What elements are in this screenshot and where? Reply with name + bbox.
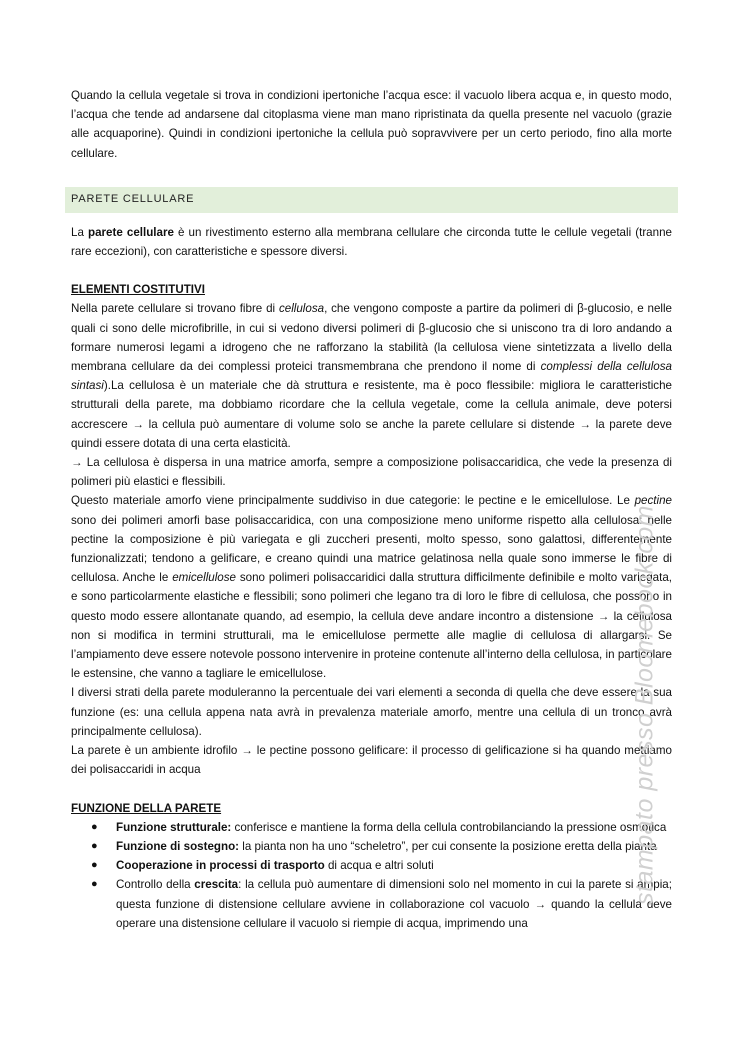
italic-term-pectine: pectine bbox=[634, 494, 672, 508]
bullet-icon: ● bbox=[91, 839, 98, 852]
text-run: sono polimeri polisaccaridici dalla struttura difficilmente definibile e molto variegata, e sono particolarmente elastiche e flessibili; sono polimeri che legano tra di loro le fibre di cellulosa, che possono in questo modo essere allontanate quando, ad esempio, la cellula deve andare incontro a distensione → la cellulosa non si modifica in termini strutturali, ma le emicellulose permette alle maglie di cellulosa di allargarsi. Se l’ampiamento deve essere notevole possono intervenire in proteine contenute all’interno della cellulosa, in particolare le estensine, che vanno a tagliare le emicellulose. bbox=[71, 571, 672, 681]
elementi-paragraph-2: → La cellulosa è dispersa in una matrice amorfa, sempre a composizione polisaccaridica, che vede la presenza di polimeri più elastici e flessibili. bbox=[71, 456, 672, 489]
elementi-paragraph-3 bbox=[71, 491, 672, 683]
text-run: Questo materiale amorfo viene principalmente suddiviso in due categorie: le pectine e le emicellulose. Le bbox=[71, 494, 635, 508]
italic-term-complessi: complessi della cellulosa sintasi bbox=[71, 360, 673, 393]
text-run: Nella parete cellulare si trovano fibre di bbox=[71, 302, 279, 316]
watermark bbox=[605, 470, 685, 940]
text-run: Controllo della bbox=[116, 878, 195, 892]
item-label: Cooperazione in processi di trasporto bbox=[116, 859, 325, 873]
item-text: conferisce e mantiene la forma della cellula controbilanciando la pressione osmotica bbox=[231, 820, 667, 834]
definition-pre: La bbox=[71, 225, 88, 239]
item-label: crescita bbox=[194, 878, 239, 892]
item-text: di acqua e altri soluti bbox=[324, 859, 434, 873]
item-label: Funzione strutturale: bbox=[116, 820, 232, 834]
heading-funzione-della-parete: FUNZIONE DELLA PARETE bbox=[71, 801, 222, 815]
item-text: la pianta non ha uno “scheletro”, per cui consente la posizione eretta della pianta bbox=[239, 839, 657, 853]
list-item bbox=[71, 856, 672, 875]
item-label: Funzione di sostegno: bbox=[116, 839, 240, 853]
document-page bbox=[71, 86, 672, 933]
item-text: : la cellula può aumentare di dimensioni solo nel momento in cui la parete si ampia; questa funzione di distensione cellulare avviene in collaborazione col vacuolo → quando la cellula deve operare una distensione cellulare il vacuolo si riempie di acqua, imprimendo una bbox=[116, 878, 672, 930]
italic-term-emicellulose: emicellulose bbox=[172, 571, 236, 585]
list-item bbox=[71, 837, 672, 856]
bullet-icon: ● bbox=[91, 820, 98, 833]
elementi-paragraph-4: I diversi strati della parete moduleranno la percentuale dei vari elementi a seconda di quella che deve essere la sua funzione (es: una cellula appena nata avrà in prevalenza materiale amorfo, mentre una cellula di un tronco avrà principalmente cellulosa). bbox=[71, 686, 672, 738]
bullet-icon: ● bbox=[91, 859, 98, 872]
watermark-text: stampato presso Bloomebook.com bbox=[630, 505, 659, 905]
text-run: ).La cellulosa è un materiale che dà struttura e resistente, ma è poco flessibile: migliora le caratteristiche strutturali della parete, ma dobbiamo ricordare che la cellula vegetale, come la cellula animale, deve potersi accrescere → la cellula può aumentare di volume solo se anche la parete cellulare si distende → la parete deve quindi essere dotata di una certa elasticità. bbox=[71, 379, 672, 450]
heading-elementi-costitutivi: ELEMENTI COSTITUTIVI bbox=[71, 283, 205, 297]
list-item bbox=[71, 875, 672, 933]
elementi-paragraph-1 bbox=[71, 299, 672, 453]
text-run: , che vengono composte a partire da polimeri di β-glucosio, e nelle quali ci sono delle microfibrille, in cui si vedono diversi polimeri di β-glucosio che si uniscono tra di loro andando a formare numerosi legami a idrogeno che ne rafforzano la stabilità (la cellulosa viene sintetizzata a livello della membrana cellulare da dei complessi proteici transmembrana che prendono il nome di bbox=[71, 302, 672, 374]
elementi-paragraph-5: La parete è un ambiente idrofilo → le pectine possono gelificare: il processo di gelificazione si ha quando mettiamo dei polisaccaridi in acqua bbox=[71, 744, 672, 777]
definition-post: è un rivestimento esterno alla membrana cellulare che circonda tutte le cellule vegetali (tranne rare eccezioni), con caratteristiche e spessore diversi. bbox=[71, 225, 672, 259]
list-item bbox=[71, 818, 672, 837]
intro-paragraph: Quando la cellula vegetale si trova in condizioni ipertoniche l’acqua esce: il vacuolo libera acqua e, in questo modo, l’acqua che tende ad andarsene dal citoplasma viene man mano ripristinata da quella presente nel vacuolo (grazie alle acquaporine). Quindi in condizioni ipertoniche la cellula può sopravvivere per un certo periodo, fino alla morte cellulare. bbox=[71, 89, 672, 160]
definition-term: parete cellulare bbox=[87, 225, 174, 239]
funzione-list bbox=[71, 818, 672, 933]
text-run: sono dei polimeri amorfi base polisaccaridica, con una composizione meno uniforme rispetto alla cellulosa: nelle pectine la composizione è più variegata e gli zuccheri presenti, molto spesso, sono galattosi, differentemente funzionalizzati; tendono a gelificare, e creano quindi una matrice gelatinosa nella quale sono immerse le fibre di cellulosa. Anche le bbox=[71, 513, 672, 585]
italic-term-cellulosa: cellulosa bbox=[278, 302, 325, 316]
bullet-icon: ● bbox=[91, 878, 98, 891]
definition-paragraph bbox=[71, 223, 672, 261]
section-header-parete-cellulare: PARETE CELLULARE bbox=[65, 187, 678, 213]
